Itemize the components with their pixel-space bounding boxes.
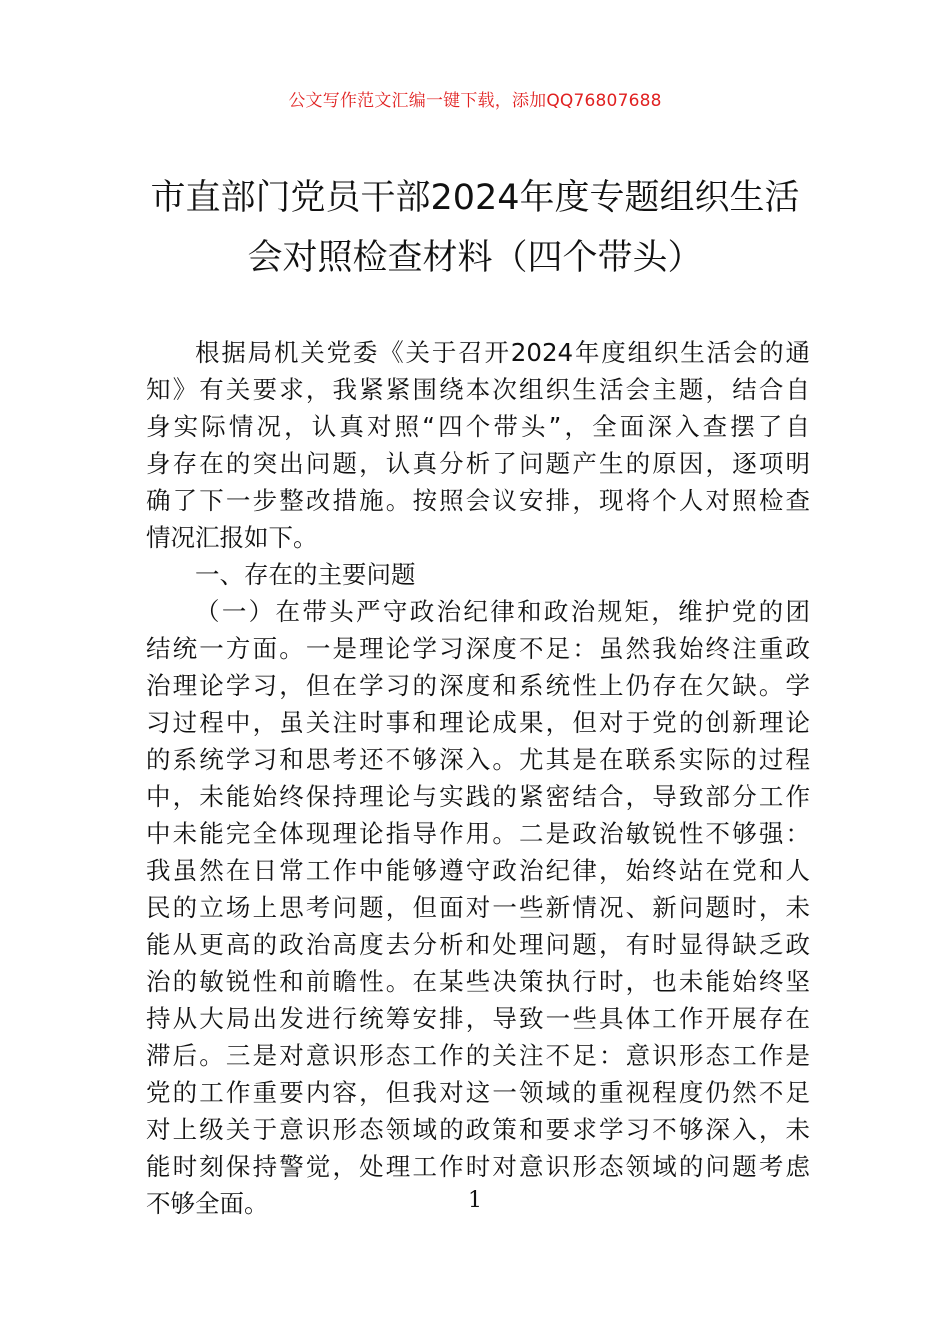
section1-line: 能从更高的政治高度去分析和处理问题，有时显得缺乏政 (146, 930, 810, 959)
section1-line: 对上级关于意识形态领域的政策和要求学习不够深入，未 (146, 1115, 810, 1144)
intro-line: 确了下一步整改措施。按照会议安排，现将个人对照检查 (146, 486, 810, 515)
section1-line: 中未能完全体现理论指导作用。二是政治敏锐性不够强： (146, 819, 810, 848)
section1-line: 能时刻保持警觉，处理工作时对意识形态领域的问题考虑 (146, 1152, 810, 1181)
section-heading: 一、存在的主要问题 (195, 560, 416, 589)
section1-line: 习过程中，虽关注时事和理论成果，但对于党的创新理论 (146, 708, 810, 737)
intro-line: 知》有关要求，我紧紧围绕本次组织生活会主题，结合自 (146, 375, 810, 404)
title-line-1: 市直部门党员干部2024年度专题组织生活 (150, 178, 800, 218)
title-line-2: 会对照检查材料（四个带头） (247, 238, 703, 278)
section1-line: 治理论学习，但在学习的深度和系统性上仍存在欠缺。学 (146, 671, 810, 700)
document-body (146, 334, 810, 1222)
section1-line: 滞后。三是对意识形态工作的关注不足：意识形态工作是 (146, 1041, 810, 1070)
section1-line: 我虽然在日常工作中能够遵守政治纪律，始终站在党和人 (146, 856, 810, 885)
page-number: 1 (468, 1188, 482, 1213)
download-watermark: 公文写作范文汇编一键下载，添加QQ76807688 (288, 91, 662, 111)
intro-line: 身存在的突出问题，认真分析了问题产生的原因，逐项明 (146, 449, 810, 478)
intro-line: 情况汇报如下。 (146, 523, 318, 552)
section1-line: 中，未能始终保持理论与实践的紧密结合，导致部分工作 (146, 782, 810, 811)
intro-line: 根据局机关党委《关于召开2024年度组织生活会的通 (195, 338, 810, 367)
section1-line: 民的立场上思考问题，但面对一些新情况、新问题时，未 (146, 893, 810, 922)
section1-line: 党的工作重要内容，但我对这一领域的重视程度仍然不足 (146, 1078, 810, 1107)
section1-line: 持从大局出发进行统筹安排，导致一些具体工作开展存在 (146, 1004, 810, 1033)
section1-line: （一）在带头严守政治纪律和政治规矩，维护党的团 (195, 597, 810, 626)
section1-line: 的系统学习和思考还不够深入。尤其是在联系实际的过程 (146, 745, 810, 774)
section1-line: 结统一方面。一是理论学习深度不足：虽然我始终注重政 (146, 634, 810, 663)
document-title (120, 168, 830, 288)
section1-line: 治的敏锐性和前瞻性。在某些决策执行时，也未能始终坚 (146, 967, 810, 996)
section1-line: 不够全面。 (146, 1189, 269, 1218)
intro-line: 身实际情况，认真对照“四个带头”，全面深入查摆了自 (146, 412, 810, 441)
